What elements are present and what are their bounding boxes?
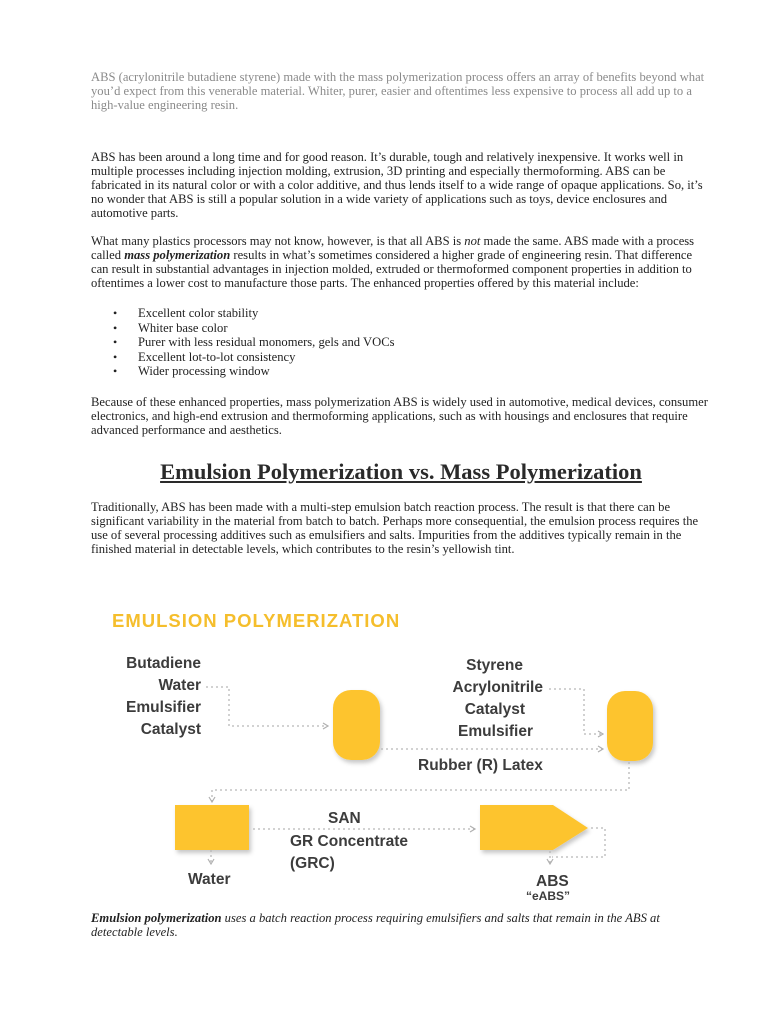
compounder-shape [480,805,588,850]
paragraph-mass-polymerization [91,234,711,290]
grc-label-line2: (GRC) [290,855,335,872]
input-acrylonitrile: Acrylonitrile [452,679,543,696]
paragraph-emulsion-traditional: Traditionally, ABS has been made with a multi-step emulsion batch reaction process. The result is that there can be significant variability in the material from batch to batch. Perhaps more consequential, the emulsion process requires the use of several processing additives such as emulsifiers and salts. Impurities from the additives typically remain in the finished material in detectable levels, which contributes to the resin’s yellowish tint. [91,499,699,556]
grc-label-line1: GR Concentrate [290,833,408,850]
caption-text: uses a batch reaction process requiring emulsifiers and salts that remain in the ABS at detectable levels. [91,911,660,939]
input-styrene: Styrene [466,657,523,674]
para2-bold-term: mass polymerization [124,248,231,262]
figure-caption [91,911,711,939]
intro-paragraph: ABS (acrylonitrile butadiene styrene) made with the mass polymerization process offers an array of benefits beyond what you’d expect from this venerable material. Whiter, purer, easier and oftentimes less expensive to process all add up to a high-value engineering resin. [91,70,705,112]
para2-text-b: made the same. ABS made with a process called [91,234,695,262]
flow-arrow-inputs-to-reactor2 [549,689,603,734]
input-emulsifier-2: Emulsifier [458,723,533,740]
emulsion-diagram [0,598,768,908]
list-item: • Excellent color stability [91,306,711,321]
paragraph-abs-overview: ABS has been around a long time and for good reason. It’s durable, tough and relatively inexpensive. It works well in multiple processes including injection molding, extrusion, 3D printing and especially thermoforming. ABS can be fabricated in its natural color or with a color additive, and thus lends itself to a wide range of opaque applications. So, it’s no wonder that ABS is still a popular solution in a wide variety of applications such as toys, device enclosures and automotive parts. [91,150,703,220]
list-item: • Whiter base color [91,321,711,336]
input-butadiene: Butadiene [126,655,201,672]
list-item: • Excellent lot-to-lot consistency [91,350,711,365]
flow-arrow-inputs-to-reactor1 [206,687,328,726]
eabs-label: “eABS” [526,889,571,903]
para2-emphasis-not: not [464,234,481,248]
san-label: SAN [328,810,361,827]
abs-output-label: ABS [536,873,569,890]
document-body [91,70,711,556]
input-catalyst: Catalyst [140,721,201,738]
section-heading: Emulsion Polymerization vs. Mass Polymerization [160,458,642,484]
list-item: • Wider processing window [91,364,711,379]
paragraph-applications: Because of these enhanced properties, mass polymerization ABS is widely used in automotive, medical devices, consumer electronics, and high-end extrusion and thermoforming applications, such as with housings and enclosures that require advanced performance and aesthetics. [91,394,708,437]
input-catalyst-2: Catalyst [464,701,525,718]
input-emulsifier: Emulsifier [126,699,201,716]
properties-list [91,306,711,379]
reactor-2-shape [607,691,653,761]
caption-bold-term: Emulsion polymerization [91,911,222,925]
coagulator-shape [175,805,249,850]
para2-text-c: results in what’s sometimes considered a higher grade of engineering resin. That difference can result in substantial advantages in injection molded, extruded or thermoformed component properties in addition to oftentimes a lower cost to manufacture those parts. The enhanced properties offered by this material include: [91,248,693,290]
rubber-latex-label: Rubber (R) Latex [418,757,543,774]
reactor-1-shape [333,690,380,760]
list-item: • Purer with less residual monomers, gels and VOCs [91,335,711,350]
input-water: Water [158,677,201,694]
para2-text-a: What many plastics processors may not know, however, is that all ABS is [91,234,465,248]
diagram-title: EMULSION POLYMERIZATION [112,610,401,631]
water-output-label: Water [188,871,231,888]
